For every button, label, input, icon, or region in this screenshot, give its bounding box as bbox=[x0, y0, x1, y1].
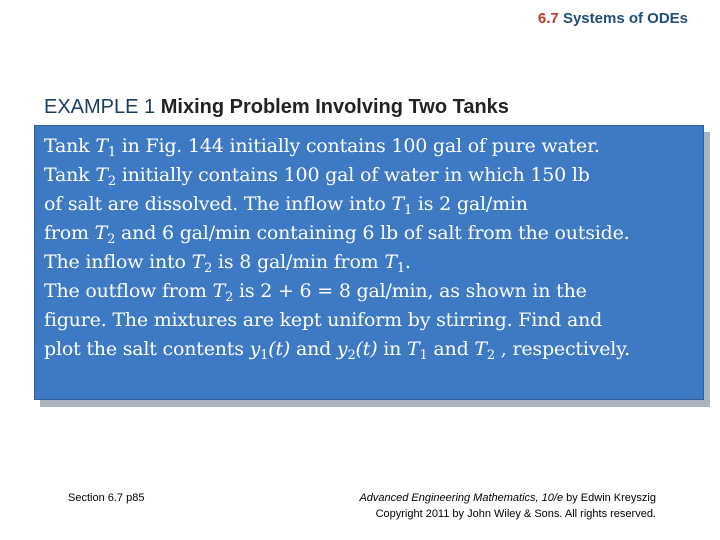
statement-line-5: The inflow into $T_2$ is 8 gal/min from $T_1$. bbox=[44, 251, 411, 276]
statement-line-4: from $T_2$ and 6 gal/min containing 6 lb of salt from the outside. bbox=[44, 222, 630, 247]
section-title: Systems of ODEs bbox=[562, 10, 688, 27]
statement-line-7: figure. The mixtures are kept uniform by stirring. Find and bbox=[44, 309, 603, 331]
copyright-line: Copyright 2011 by John Wiley & Sons. All rights reserved. bbox=[375, 508, 656, 520]
section-header bbox=[538, 10, 688, 27]
example-heading: Mixing Problem Involving Two Tanks bbox=[160, 96, 509, 118]
book-author: by Edwin Kreyszig bbox=[563, 492, 656, 504]
statement-line-1: Tank $T_1$ in Fig. 144 initially contains 100 gal of pure water. bbox=[44, 135, 600, 160]
example-title bbox=[44, 96, 509, 119]
statement-line-2: Tank $T_2$ initially contains 100 gal of water in which 150 lb bbox=[44, 164, 590, 189]
statement-line-3: of salt are dissolved. The inflow into $T_1$ is 2 gal/min bbox=[44, 193, 528, 218]
book-title: Advanced Engineering Mathematics, 10/e bbox=[359, 492, 564, 504]
footer-citation bbox=[359, 490, 656, 522]
footer-section-ref: Section 6.7 p85 bbox=[68, 492, 145, 504]
problem-statement bbox=[44, 132, 704, 364]
example-label: EXAMPLE 1 bbox=[44, 96, 156, 118]
statement-line-8: plot the salt contents $y_1(t)$ and $y_2(t)$ in $T_1$ and $T_2$ , respectively. bbox=[44, 338, 631, 363]
section-number: 6.7 bbox=[537, 10, 559, 27]
statement-line-6: The outflow from $T_2$ is 2 + 6 = 8 gal/min, as shown in the bbox=[44, 280, 587, 305]
